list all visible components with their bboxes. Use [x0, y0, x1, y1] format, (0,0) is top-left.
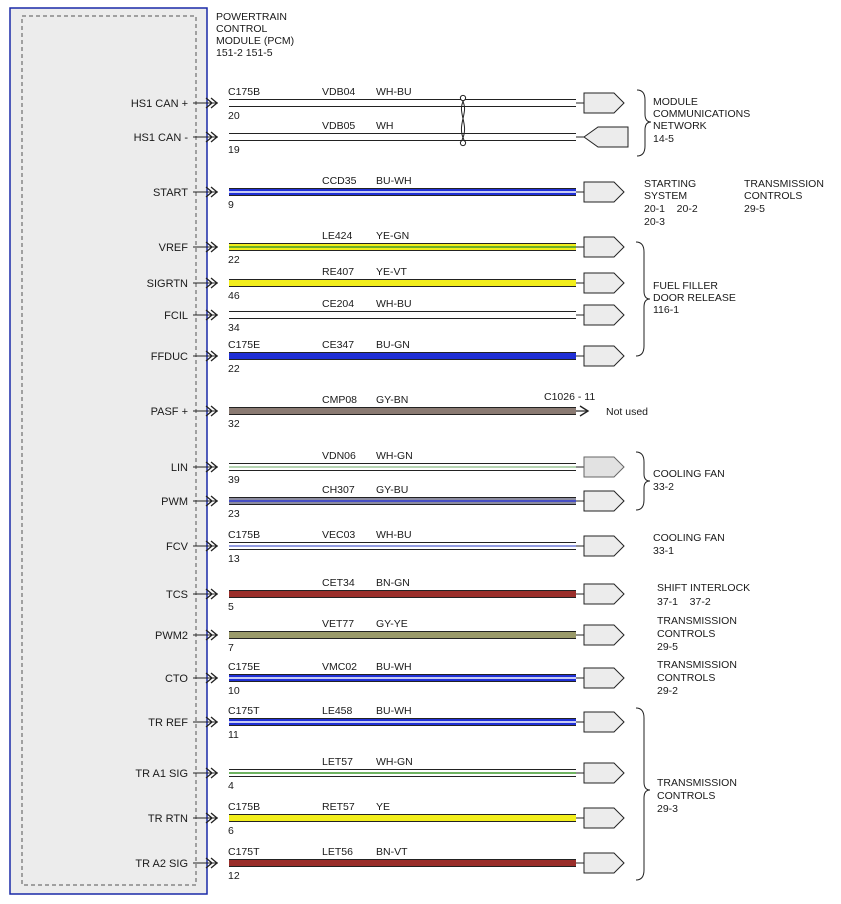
connector-label: C175E [228, 339, 261, 351]
wire-stripe [229, 246, 576, 248]
wire-color-label: GY-YE [376, 618, 408, 630]
wire-color-label: YE [376, 801, 391, 813]
connector-label: C175E [228, 661, 261, 673]
wire-color-label: BU-WH [376, 705, 412, 717]
dest-fuel-filler-2: DOOR RELEASE [653, 292, 736, 304]
pin-number-label: 20 [228, 110, 240, 122]
module-title-2: CONTROL [216, 23, 268, 35]
pin-label: SIGRTN [146, 278, 188, 290]
pin-label: PWM [161, 496, 188, 508]
dest-trans-pwm2-2: CONTROLS [657, 628, 716, 640]
connector-label: C175B [228, 529, 261, 541]
male-connector-icon [584, 457, 624, 477]
wire-color-label: WH-GN [376, 450, 413, 462]
wire-body [229, 408, 576, 414]
pin-label: HS1 CAN + [130, 98, 188, 110]
wire-vref [159, 230, 576, 266]
male-connector-icon [584, 305, 624, 325]
circuit-label: RE407 [322, 266, 355, 278]
connector-label: C175T [228, 705, 260, 717]
male-connector-icon [584, 237, 624, 257]
male-connector-icon [584, 93, 624, 113]
pin-number-label: 19 [228, 144, 240, 156]
pin-number-label: 12 [228, 870, 240, 882]
male-connector-icon [584, 584, 624, 604]
wire-color-label: BN-GN [376, 577, 410, 589]
wire-lin [171, 450, 576, 486]
wire-tr-ref [148, 705, 576, 741]
wire-pwm2 [155, 618, 576, 654]
circuit-label: LET57 [322, 756, 353, 768]
wire-ffduc [151, 339, 576, 375]
pin-number-label: 46 [228, 290, 240, 302]
circuit-label: CE347 [322, 339, 355, 351]
wire-color-label: GY-BN [376, 394, 409, 406]
pin-label: HS1 CAN - [133, 132, 188, 144]
wire-stripe [229, 500, 576, 502]
dest-trans-start-3: 29-5 [744, 203, 766, 215]
wire-color-label: YE-VT [376, 266, 407, 278]
wire-body [229, 353, 576, 359]
module-title-3: MODULE (PCM) [216, 35, 295, 47]
connector-label: C175B [228, 86, 261, 98]
pin-number-label: 22 [228, 254, 240, 266]
dest-trans-cto-2: CONTROLS [657, 672, 716, 684]
wire-body [229, 312, 576, 318]
dest-trans-range-2: CONTROLS [657, 790, 716, 802]
dest-shift-interlock-1: SHIFT INTERLOCK [657, 582, 751, 594]
dest-cooling-fan-a-2: 33-2 [653, 481, 675, 493]
pin-number-label: 9 [228, 199, 234, 211]
male-connector-icon [584, 182, 624, 202]
wire-sigrtn [147, 266, 576, 302]
pin-label: TCS [166, 589, 188, 601]
pin-number-label: 4 [228, 780, 234, 792]
wire-body [229, 591, 576, 597]
male-connector-icon [584, 712, 624, 732]
male-connector-icon [584, 763, 624, 783]
male-connector-icon [584, 491, 624, 511]
pin-label: PWM2 [155, 630, 188, 642]
pin-label: LIN [170, 462, 188, 474]
wire-color-label: WH [376, 120, 394, 132]
male-connector-icon [584, 273, 624, 293]
dest-shift-interlock-2: 37-1 37-2 [657, 596, 711, 608]
male-connector-icon [584, 853, 624, 873]
pin-number-label: 7 [228, 642, 234, 654]
wire-tr-rtn [148, 801, 576, 837]
pin-label: FFDUC [150, 351, 188, 363]
pin-number-label: 5 [228, 601, 234, 613]
dest-starting-2: SYSTEM [644, 190, 688, 202]
wire-pwm [161, 484, 576, 520]
circuit-label: CET34 [322, 577, 355, 589]
circuit-label: VET77 [322, 618, 355, 630]
dest-module-comm-1: MODULE [653, 96, 698, 108]
wire-body [229, 134, 576, 140]
brace-fuel-filler [636, 242, 650, 356]
dest-module-comm-2: COMMUNICATIONS [653, 108, 751, 120]
pin-label: CTO [164, 673, 188, 685]
male-connector-icon [584, 625, 624, 645]
pin-number-label: 39 [228, 474, 240, 486]
wire-pasf [151, 394, 576, 430]
brace-cooling-fan [636, 452, 650, 510]
dest-cooling-fan-a-1: COOLING FAN [653, 468, 725, 480]
wire-fcv [166, 529, 576, 565]
pin-number-label: 11 [228, 729, 239, 741]
wire-color-label: GY-BU [376, 484, 409, 496]
wire-stripe [229, 466, 576, 468]
circuit-label: RET57 [322, 801, 355, 813]
dest-cooling-fan-b-2: 33-1 [653, 545, 675, 557]
pin-label: TR A2 SIG [135, 858, 188, 870]
male-connector-icon [584, 346, 624, 366]
circuit-label: VEC03 [322, 529, 356, 541]
circuit-label: VMC02 [322, 661, 358, 673]
dest-module-comm-3: NETWORK [653, 120, 707, 132]
wire-body [229, 100, 576, 106]
wire-stripe [229, 191, 576, 193]
circuit-label: VDN06 [322, 450, 356, 462]
pin-number-label: 6 [228, 825, 234, 837]
connector-label: C175T [228, 846, 260, 858]
wire-color-label: BU-WH [376, 661, 412, 673]
wire-color-label: BN-VT [376, 846, 408, 858]
pin-number-label: 32 [228, 418, 240, 430]
module-title-1: POWERTRAIN [216, 11, 287, 23]
circuit-label: CMP08 [322, 394, 358, 406]
dest-trans-start-1: TRANSMISSION [744, 178, 824, 190]
circuit-label: VDB05 [322, 120, 356, 132]
wire-stripe [229, 721, 576, 723]
wire-tcs [166, 577, 576, 613]
pin-label: FCIL [164, 310, 188, 322]
wire-color-label: WH-BU [376, 86, 412, 98]
pin-label: TR REF [148, 717, 188, 729]
pin-label: TR RTN [147, 813, 188, 825]
pin-label: VREF [158, 242, 188, 254]
pin-number-label: 22 [228, 363, 240, 375]
pin-number-label: 13 [228, 553, 240, 565]
male-connector-icon [584, 808, 624, 828]
dest-starting-1: STARTING [644, 178, 697, 190]
circuit-label: CH307 [322, 484, 355, 496]
wire-start [153, 175, 576, 211]
dest-trans-pwm2-3: 29-5 [657, 641, 679, 653]
wire-fcil [164, 298, 576, 334]
wire-cto [165, 661, 576, 697]
wire-color-label: YE-GN [376, 230, 410, 242]
female-connector-icon [584, 127, 628, 147]
pin-label: FCV [166, 541, 188, 553]
pin-number-label: 10 [228, 685, 240, 697]
dest-cooling-fan-b-1: COOLING FAN [653, 532, 725, 544]
wire-body [229, 280, 576, 286]
wire-color-label: WH-BU [376, 298, 412, 310]
wire-stripe [229, 772, 576, 774]
pin-label: TR A1 SIG [135, 768, 188, 780]
terminals-layer [576, 93, 628, 873]
pin-label: START [152, 187, 188, 199]
wire-color-label: WH-GN [376, 756, 413, 768]
dest-trans-range-1: TRANSMISSION [657, 777, 737, 789]
circuit-label: LE458 [322, 705, 353, 717]
male-connector-icon [584, 668, 624, 688]
dest-fuel-filler-3: 116-1 [653, 304, 680, 316]
brace-transmission [636, 708, 650, 880]
circuit-label: VDB04 [322, 86, 356, 98]
dest-starting-3: 20-1 20-2 [644, 203, 698, 215]
pin-number-label: 23 [228, 508, 240, 520]
dest-trans-cto-1: TRANSMISSION [657, 659, 737, 671]
circuit-label: CCD35 [322, 175, 357, 187]
pasf-connector-label: C1026 - 11 [544, 391, 596, 403]
dest-fuel-filler-1: FUEL FILLER [653, 280, 718, 292]
dest-trans-pwm2-1: TRANSMISSION [657, 615, 737, 627]
pin-number-label: 34 [228, 322, 240, 334]
wire-stripe [229, 677, 576, 679]
dest-starting-4: 20-3 [644, 216, 666, 228]
circuit-label: LET56 [322, 846, 353, 858]
circuit-label: LE424 [322, 230, 353, 242]
wire-body [229, 860, 576, 866]
wire-stripe [229, 545, 576, 547]
male-connector-icon [584, 536, 624, 556]
brace-module-comm [637, 90, 651, 156]
pasf-not-used-label: Not used [606, 406, 649, 418]
pin-label: PASF + [150, 406, 188, 418]
dest-trans-cto-3: 29-2 [657, 685, 679, 697]
connector-label: C175B [228, 801, 261, 813]
wire-color-label: WH-BU [376, 529, 412, 541]
wire-color-label: BU-WH [376, 175, 412, 187]
wire-body [229, 815, 576, 821]
dest-module-comm-4: 14-5 [653, 133, 675, 145]
dest-trans-range-3: 29-3 [657, 803, 679, 815]
dest-trans-start-2: CONTROLS [744, 190, 803, 202]
circuit-label: CE204 [322, 298, 355, 310]
module-title-4: 151-2 151-5 [216, 47, 273, 59]
wire-body [229, 632, 576, 638]
wire-color-label: BU-GN [376, 339, 410, 351]
